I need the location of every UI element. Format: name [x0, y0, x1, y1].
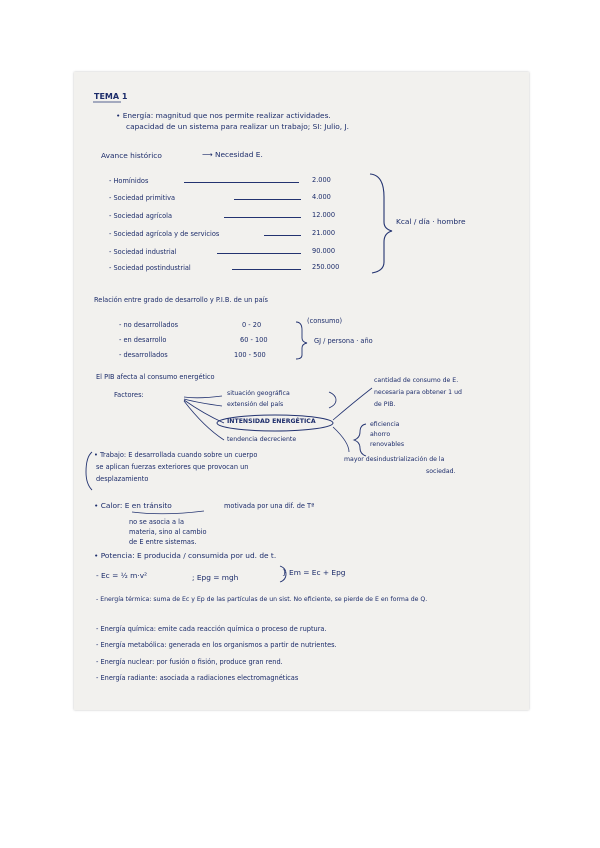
avance-arrow-text: ⟶ Necesidad E. — [202, 150, 263, 159]
pib-note: mayor desindustrialización de la — [344, 456, 445, 463]
pib-note: renovables — [370, 441, 405, 448]
pib-note: eficiencia — [370, 421, 400, 428]
energia-tipo: - Energía radiante: asociada a radiaciones electromagnéticas — [96, 674, 299, 682]
energia-line-2: capacidad de un sistema para realizar un trabajo; SI: Julio, J. — [126, 122, 350, 131]
calor-line: materia, sino al cambio — [129, 528, 207, 536]
avance-brace — [370, 174, 392, 273]
avance-row-label: - Homínidos — [109, 177, 149, 185]
pib-factor-intensidad: INTENSIDAD ENERGÉTICA — [227, 418, 316, 425]
avance-row-label: - Sociedad postindustrial — [109, 264, 191, 272]
factor-bracket — [329, 392, 336, 408]
relacion-row-label: - en desarrollo — [119, 336, 167, 344]
avance-row-label: - Sociedad agrícola — [109, 212, 173, 220]
formula-em: } Em = Ec + Epg — [282, 568, 346, 577]
energia-tipo: - Energía metabólica: generada en los organismos a partir de nutrientes. — [96, 641, 337, 649]
factor-arrow-1 — [184, 396, 222, 398]
avance-row-label: - Sociedad primitiva — [109, 194, 176, 202]
avance-row-value: 2.000 — [312, 176, 331, 184]
avance-row-label: - Sociedad agrícola y de servicios — [109, 230, 220, 238]
avance-row-value: 90.000 — [312, 247, 336, 255]
intensidad-arrow-down — [333, 427, 349, 452]
calor-title: • Calor: E en tránsito — [94, 501, 172, 510]
avance-row-label: - Sociedad industrial — [109, 248, 177, 256]
relacion-note-consumo: (consumo) — [307, 317, 343, 325]
energia-tipo: - Energía química: emite cada reacción química o proceso de ruptura. — [96, 625, 327, 633]
trabajo-bracket — [86, 452, 92, 490]
avance-title: Avance histórico — [101, 151, 162, 160]
trabajo-line-3: desplazamiento — [96, 475, 149, 483]
avance-row-rule — [264, 235, 301, 236]
energia-line-1: • Energía: magnitud que nos permite realizar actividades. — [116, 111, 331, 120]
eficiencia-brace — [354, 424, 366, 456]
pib-note: de PIB. — [374, 401, 396, 408]
intensidad-arrow-right — [333, 388, 372, 420]
factor-arrow-2 — [184, 399, 222, 406]
relacion-title: Relación entre grado de desarrollo y P.I.B. de un país — [94, 296, 268, 304]
pib-factor: extensión del país — [227, 401, 284, 408]
pib-note: necesaria para obtener 1 ud — [374, 389, 462, 396]
calor-underline — [132, 511, 204, 514]
avance-row-rule — [232, 269, 301, 270]
calor-aside: motivada por una dif. de Tª — [224, 502, 315, 510]
avance-unit: Kcal / día · hombre — [396, 217, 466, 226]
pib-factor: tendencia decreciente — [227, 436, 297, 443]
avance-row-rule — [184, 182, 299, 183]
pib-factor: situación geográfica — [227, 390, 290, 397]
formula-ec: - Ec = ½ m·v² — [96, 571, 148, 580]
relacion-row-value: 60 - 100 — [240, 336, 268, 344]
relacion-row-value: 0 - 20 — [242, 321, 262, 329]
relacion-brace — [296, 322, 307, 359]
pib-note: ahorro — [370, 431, 391, 438]
avance-row-rule — [217, 253, 301, 254]
relacion-row-value: 100 - 500 — [234, 351, 266, 359]
avance-row-rule — [224, 217, 301, 218]
trabajo-line-1: • Trabajo: E desarrollada cuando sobre un cuerpo — [94, 451, 258, 459]
formula-ep: ; Epg = mgh — [192, 573, 239, 582]
pib-factores-label: Factores: — [114, 391, 144, 399]
relacion-note-unit: GJ / persona · año — [314, 337, 373, 345]
calor-line: no se asocia a la — [129, 518, 185, 526]
trabajo-line-2: se aplican fuerzas exteriores que provocan un — [96, 463, 249, 471]
pib-note: sociedad. — [426, 468, 456, 475]
avance-row-value: 12.000 — [312, 211, 336, 219]
energia-tipo: - Energía térmica: suma de Ec y Ep de las partículas de un sist. No eficiente, se pierde de E en forma de Q. — [96, 596, 428, 603]
pib-note: cantidad de consumo de E. — [374, 377, 459, 384]
relacion-row-label: - no desarrollados — [119, 321, 179, 329]
calor-line: de E entre sistemas. — [129, 538, 197, 546]
page-title: TEMA 1 — [94, 92, 128, 101]
avance-row-value: 250.000 — [312, 263, 340, 271]
avance-row-value: 4.000 — [312, 193, 331, 201]
notebook-page — [74, 72, 529, 710]
energia-tipo: - Energía nuclear: por fusión o fisión, produce gran rend. — [96, 658, 283, 666]
potencia-line: • Potencia: E producida / consumida por ud. de t. — [94, 551, 277, 560]
avance-row-rule — [234, 199, 301, 200]
avance-row-value: 21.000 — [312, 229, 336, 237]
relacion-row-label: - desarrollados — [119, 351, 168, 359]
pib-heading: El PIB afecta al consumo energético — [96, 373, 215, 381]
